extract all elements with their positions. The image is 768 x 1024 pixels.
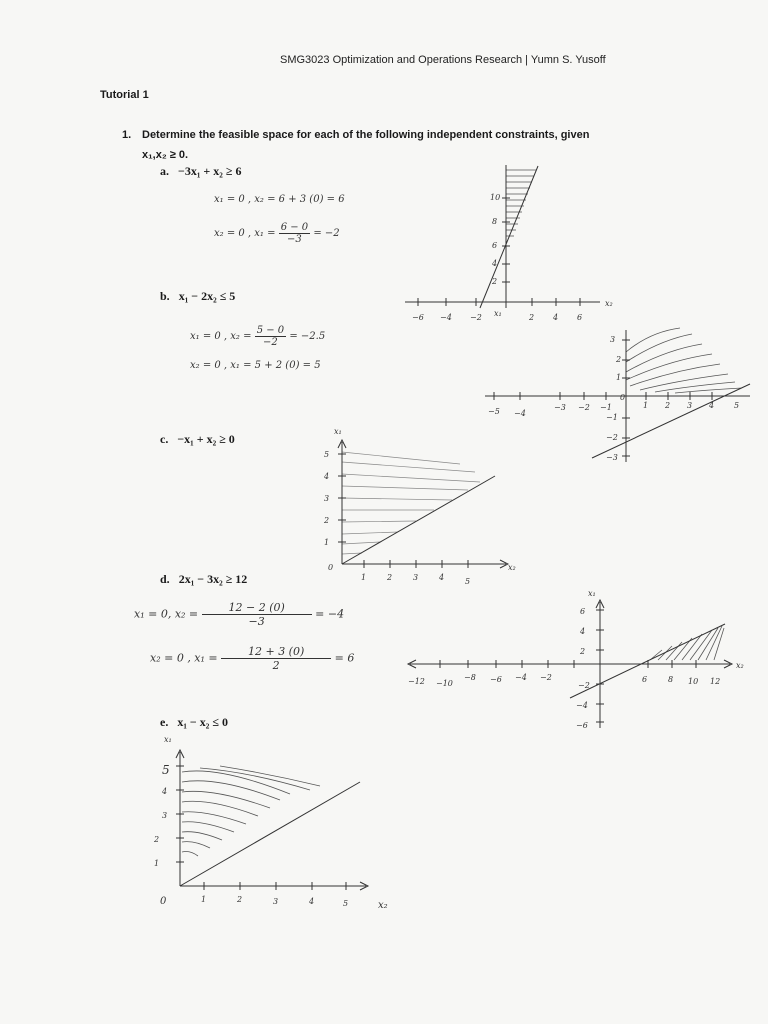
question-text — [142, 125, 612, 165]
part-d-xtick: −6 — [490, 675, 502, 684]
part-d-denominator-2: 2 — [221, 658, 331, 672]
part-b-work-2: x₂ = 0 , x₁ = 5 + 2 (0) = 5 — [190, 360, 321, 371]
part-e-boundary-line — [180, 782, 360, 886]
part-d-label: d. — [160, 572, 170, 586]
tutorial-title: Tutorial 1 — [100, 89, 149, 101]
part-e-constraint: x₁ − x₂ ≤ 0 — [177, 715, 228, 729]
part-b-xtick: 0 — [620, 393, 626, 402]
part-a-xtick: 6 — [577, 313, 583, 322]
part-b-work-1 — [190, 325, 325, 348]
part-e-y-axis-label: x₁ — [164, 735, 172, 744]
question-number: 1. — [122, 129, 132, 141]
part-a — [160, 164, 241, 179]
part-d-xtick: 6 — [642, 675, 648, 684]
part-b-ytick: −1 — [606, 413, 618, 422]
part-c-hatching — [342, 452, 480, 554]
part-b-xtick: −5 — [488, 407, 500, 416]
part-d-xtick: −2 — [540, 673, 552, 682]
question-prompt: Determine the feasible space for each of the following independent constraints, given — [142, 129, 590, 141]
part-e-label: e. — [160, 715, 169, 729]
part-a-ytick: 6 — [492, 241, 498, 250]
part-e — [160, 715, 228, 730]
part-b — [160, 289, 235, 304]
part-a-xtick: −2 — [470, 313, 482, 322]
part-d-ytick: 2 — [580, 647, 586, 656]
part-b-ytick: 2 — [616, 355, 622, 364]
part-d-work-2-lhs: x₂ = 0 , x₁ = — [150, 651, 218, 665]
part-e-xtick: 4 — [309, 897, 315, 906]
part-c-x-axis-label: x₂ — [508, 563, 516, 572]
part-d-graph — [400, 588, 760, 738]
part-d-xtick: −4 — [515, 673, 527, 682]
part-a-xtick: 4 — [553, 313, 559, 322]
part-b-xtick: −3 — [554, 403, 566, 412]
part-c-xtick: 3 — [413, 573, 419, 582]
part-c-xtick: 4 — [439, 573, 445, 582]
part-a-graph — [400, 160, 630, 330]
part-a-ytick: 4 — [492, 259, 498, 268]
part-b-ytick: 3 — [610, 335, 616, 344]
part-d-ytick: −6 — [576, 721, 588, 730]
part-c-ytick: 4 — [324, 472, 330, 481]
part-e-ytick: 5 — [162, 763, 170, 777]
part-a-fraction — [279, 222, 310, 245]
document-header: SMG3023 Optimization and Operations Research | Yumn S. Yusoff — [280, 54, 606, 66]
part-e-xtick: 2 — [237, 895, 243, 904]
part-c-xtick: 2 — [387, 573, 393, 582]
part-e-ytick: 2 — [154, 835, 160, 844]
part-d — [160, 572, 247, 587]
part-a-constraint: −3x₁ + x₂ ≥ 6 — [178, 164, 242, 178]
part-c-constraint: −x₁ + x₂ ≥ 0 — [177, 432, 235, 446]
part-d-xtick: 8 — [668, 675, 674, 684]
part-d-numerator-1: 12 − 2 (0) — [228, 601, 285, 614]
part-e-x-axis-label: x₂ — [378, 900, 388, 911]
part-d-xtick: 10 — [688, 677, 699, 686]
part-c-xtick: 0 — [328, 563, 334, 572]
part-e-ytick: 1 — [154, 859, 160, 868]
part-d-fraction-1 — [202, 601, 312, 628]
part-d-xtick: −10 — [436, 679, 453, 688]
part-e-graph — [140, 732, 400, 917]
part-c-xtick: 5 — [465, 577, 471, 586]
part-c-ytick: 5 — [324, 450, 330, 459]
part-b-fraction — [255, 325, 286, 348]
part-c-label: c. — [160, 432, 169, 446]
part-b-label: b. — [160, 289, 170, 303]
part-b-xtick: −4 — [514, 409, 526, 418]
part-b-denominator: −2 — [255, 336, 286, 348]
part-a-work-2-result: = −2 — [313, 228, 340, 239]
part-a-label: a. — [160, 164, 169, 178]
part-d-xtick: −8 — [464, 673, 476, 682]
part-a-ytick: 10 — [490, 193, 501, 202]
part-e-hatching — [182, 766, 320, 856]
part-b-constraint: x₁ − 2x₂ ≤ 5 — [178, 289, 236, 303]
part-e-xtick: 3 — [273, 897, 279, 906]
part-d-work-2-result: = 6 — [334, 651, 355, 665]
part-c-ytick: 3 — [324, 494, 330, 503]
part-b-numerator: 5 − 0 — [256, 325, 285, 336]
part-d-xtick: 12 — [710, 677, 721, 686]
part-d-work-2 — [150, 645, 354, 672]
part-d-work-1 — [134, 601, 344, 628]
part-e-ytick: 3 — [162, 811, 168, 820]
part-a-xtick: x₁ — [494, 309, 502, 318]
part-a-xtick: −4 — [440, 313, 452, 322]
part-b-graph — [480, 322, 760, 467]
part-a-x-axis-label: x₂ — [605, 299, 613, 308]
part-d-numerator-2: 12 + 3 (0) — [247, 645, 305, 658]
part-d-y-axis-label: x₁ — [588, 589, 596, 598]
part-d-constraint: 2x₁ − 3x₂ ≥ 12 — [178, 572, 248, 586]
part-c-xtick: 1 — [361, 573, 367, 582]
part-d-ytick: 4 — [580, 627, 586, 636]
part-c — [160, 432, 235, 447]
part-e-xtick: 1 — [201, 895, 207, 904]
part-a-work-2 — [214, 222, 340, 245]
part-c-boundary-line — [342, 476, 495, 564]
part-a-xtick: −6 — [412, 313, 424, 322]
part-a-work-1: x₁ = 0 , x₂ = 6 + 3 (0) = 6 — [214, 194, 345, 205]
part-b-xtick: 5 — [734, 401, 740, 410]
part-a-xtick: 2 — [529, 313, 535, 322]
part-d-ytick: −2 — [578, 681, 590, 690]
part-b-work-1-lhs: x₁ = 0 , x₂ = — [190, 331, 252, 342]
part-e-xtick: 5 — [343, 899, 349, 908]
part-e-ytick: 4 — [162, 787, 168, 796]
part-c-graph — [310, 424, 520, 594]
part-d-ytick: 6 — [580, 607, 586, 616]
part-b-xtick: 3 — [687, 401, 693, 410]
part-e-xtick: 0 — [160, 896, 167, 907]
part-b-xtick: −2 — [578, 403, 590, 412]
part-b-ytick: −3 — [606, 453, 618, 462]
part-b-work-1-result: = −2.5 — [289, 331, 326, 342]
part-d-work-1-result: = −4 — [315, 607, 345, 621]
part-b-xtick: −1 — [600, 403, 612, 412]
part-a-boundary-line — [480, 166, 538, 308]
part-b-ytick: −2 — [606, 433, 618, 442]
part-a-numerator: 6 − 0 — [280, 222, 309, 233]
part-b-xtick: 4 — [709, 401, 715, 410]
part-d-fraction-2 — [221, 645, 331, 672]
part-d-ytick: −4 — [576, 701, 588, 710]
part-a-ytick: 2 — [492, 277, 498, 286]
part-d-x-axis-label: x₂ — [736, 661, 744, 670]
part-b-ytick: 1 — [616, 373, 622, 382]
part-d-work-1-lhs: x₁ = 0, x₂ = — [134, 607, 199, 621]
part-d-denominator-1: −3 — [202, 614, 312, 628]
part-c-y-axis-label: x₁ — [334, 427, 342, 436]
part-c-ytick: 1 — [324, 538, 330, 547]
part-a-hatching — [506, 170, 536, 236]
part-b-xtick: 2 — [665, 401, 671, 410]
part-b-xtick: 1 — [643, 401, 649, 410]
part-c-ytick: 2 — [324, 516, 330, 525]
question-given: x₁,x₂ ≥ 0. — [142, 149, 189, 161]
part-b-hatching — [626, 328, 742, 393]
part-a-denominator: −3 — [279, 233, 310, 245]
part-a-work-2-lhs: x₂ = 0 , x₁ = — [214, 228, 276, 239]
part-a-ytick: 8 — [492, 217, 498, 226]
part-d-xtick: −12 — [408, 677, 425, 686]
